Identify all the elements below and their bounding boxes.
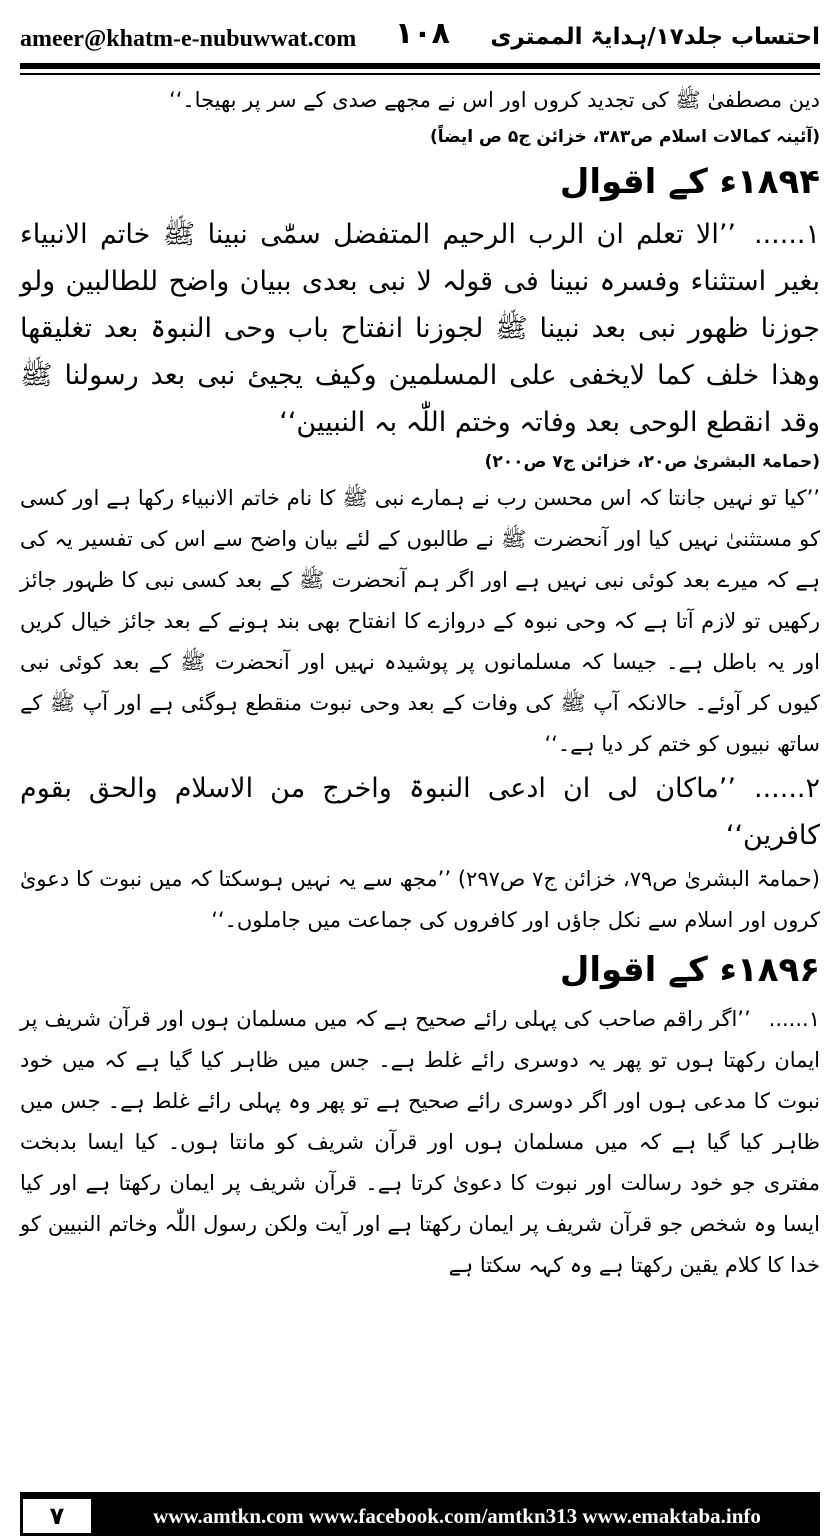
section-heading-1894: ۱۸۹۴ء کے اقوال [559, 162, 820, 202]
quote-2-number: ۲...... [753, 773, 820, 804]
intro-line: دین مصطفیٰ ﷺ کی تجدید کروں اور اس نے مجھے صدی کے سر پر بھیجا۔‘‘ [169, 88, 820, 112]
page-header [20, 14, 820, 60]
quote-1-arabic [20, 211, 820, 446]
quote-2-arabic [20, 765, 820, 859]
quote-1-arabic-text: ’’الا تعلم ان الرب الرحیم المتفضل سمّٰی نبینا ﷺ خاتم الانبیاء بغیر استثناء وفسرہ نبینا فی قولہ لا نبی بعدی ببیان واضح للطالبین ولو جوزنا ظھور نبی بعد نبینا ﷺ لجوزنا انفتاح باب وحی النبوۃ بعد تغلیقھا وھذا خلف کما لایخفی علی المسلمین وکیف یجیئ نبی بعد رسولنا ﷺ وقد انقطع الوحی بعد وفاتہ وختم اللّٰہ بہ النبیین‘‘ [20, 219, 820, 438]
header-rule-thick [20, 63, 820, 69]
quote-3-urdu-text: ’’اگر راقم صاحب کی پہلی رائے صحیح ہے کہ میں مسلمان ہوں اور قرآن شریف پر ایمان رکھتا ہوں تو پھر یہ دوسری رائے غلط ہے۔ جس میں ظاہر کیا گیا ہے کہ میں خود نبوت کا مدعی ہوں اور اگر دوسری رائے صحیح ہے تو پھر وہ پہلی رائے غلط ہے۔ جس میں ظاہر کیا گیا ہے کہ میں مسلمان ہوں اور قرآن شریف کو مانتا ہوں۔ کیا ایسا بدبخت مفتری جو خود رسالت اور نبوت کا دعویٰ کرتا ہے۔ قرآن شریف پر ایمان رکھتا ہے اور کیا ایسا وہ شخص جو قرآن شریف پر ایمان رکھتا ہے اور آیت ولکن رسول اللّٰہ وخاتم النبیین کو خدا کا کلام یقین رکھتا ہے وہ کہہ سکتا ہے [20, 1007, 820, 1277]
quote-1-translation: ’’کیا تو نہیں جانتا کہ اس محسن رب نے ہمارے نبی ﷺ کا نام خاتم الانبیاء رکھا ہے اور کسی کو مستثنیٰ نہیں کیا اور آنحضرت ﷺ نے طالبوں کے لئے بیان واضح سے اس کی تفسیر یہ کی ہے کہ میرے بعد کوئی نبی نہیں ہے اور اگر ہم آنحضرت ﷺ کے بعد کسی نبی کا ظہور جائز رکھیں تو لازم آتا ہے کہ وحی نبوہ کے دروازے کا انفتاح بھی بند ہونے کے بعد جائز خیال کریں اور یہ باطل ہے۔ جیسا کہ مسلمانوں پر پوشیدہ نہیں اور آنحضرت ﷺ کے بعد کوئی نبی کیوں کر آوئے۔ حالانکہ آپ ﷺ کی وفات کے بعد وحی نبوت منقطع ہوگئی ہے اور آپ ﷺ کے ساتھ نبیوں کو ختم کر دیا ہے۔‘‘ [20, 486, 820, 756]
quote-1-reference: (حمامۃ البشریٰ ص۲۰، خزائن ج۷ ص۲۰۰) [484, 452, 820, 472]
header-rule-thin [20, 73, 820, 75]
quote-2-arabic-text: ’’ماکان لی ان ادعی النبوۃ واخرج من الاسلام والحق بقوم کافرین‘‘ [20, 773, 820, 851]
footer-links: www.amtkn.com www.facebook.com/amtkn313 www.emaktaba.info [94, 1496, 820, 1536]
page-footer [20, 1490, 820, 1536]
intro-reference: (آئینہ کمالات اسلام ص۳۸۳، خزائن ج۵ ص ایضاً) [429, 127, 820, 147]
section-heading-1896: ۱۸۹۶ء کے اقوال [559, 950, 820, 990]
quote-3-text [20, 999, 820, 1286]
quote-2-translation: (حمامۃ البشریٰ ص۷۹، خزائن ج۷ ص۲۹۷) ’’مجھ سے یہ نہیں ہوسکتا کہ میں نبوت کا دعویٰ کروں اور اسلام سے نکل جاؤں اور کافروں کی جماعت میں جاملوں۔‘‘ [20, 867, 820, 932]
quote-3-number: ۱...... [768, 1007, 820, 1031]
header-email: ameer@khatm-e-nubuwwat.com [20, 26, 357, 52]
quote-1-number: ۱...... [753, 219, 820, 250]
page-number: ۱۰۸ [395, 16, 450, 51]
page-content [20, 80, 820, 1286]
footer-badge: ۷ [20, 1496, 94, 1536]
book-title: احتساب جلد۱۷/ہدایۃ الممتری [490, 24, 820, 50]
